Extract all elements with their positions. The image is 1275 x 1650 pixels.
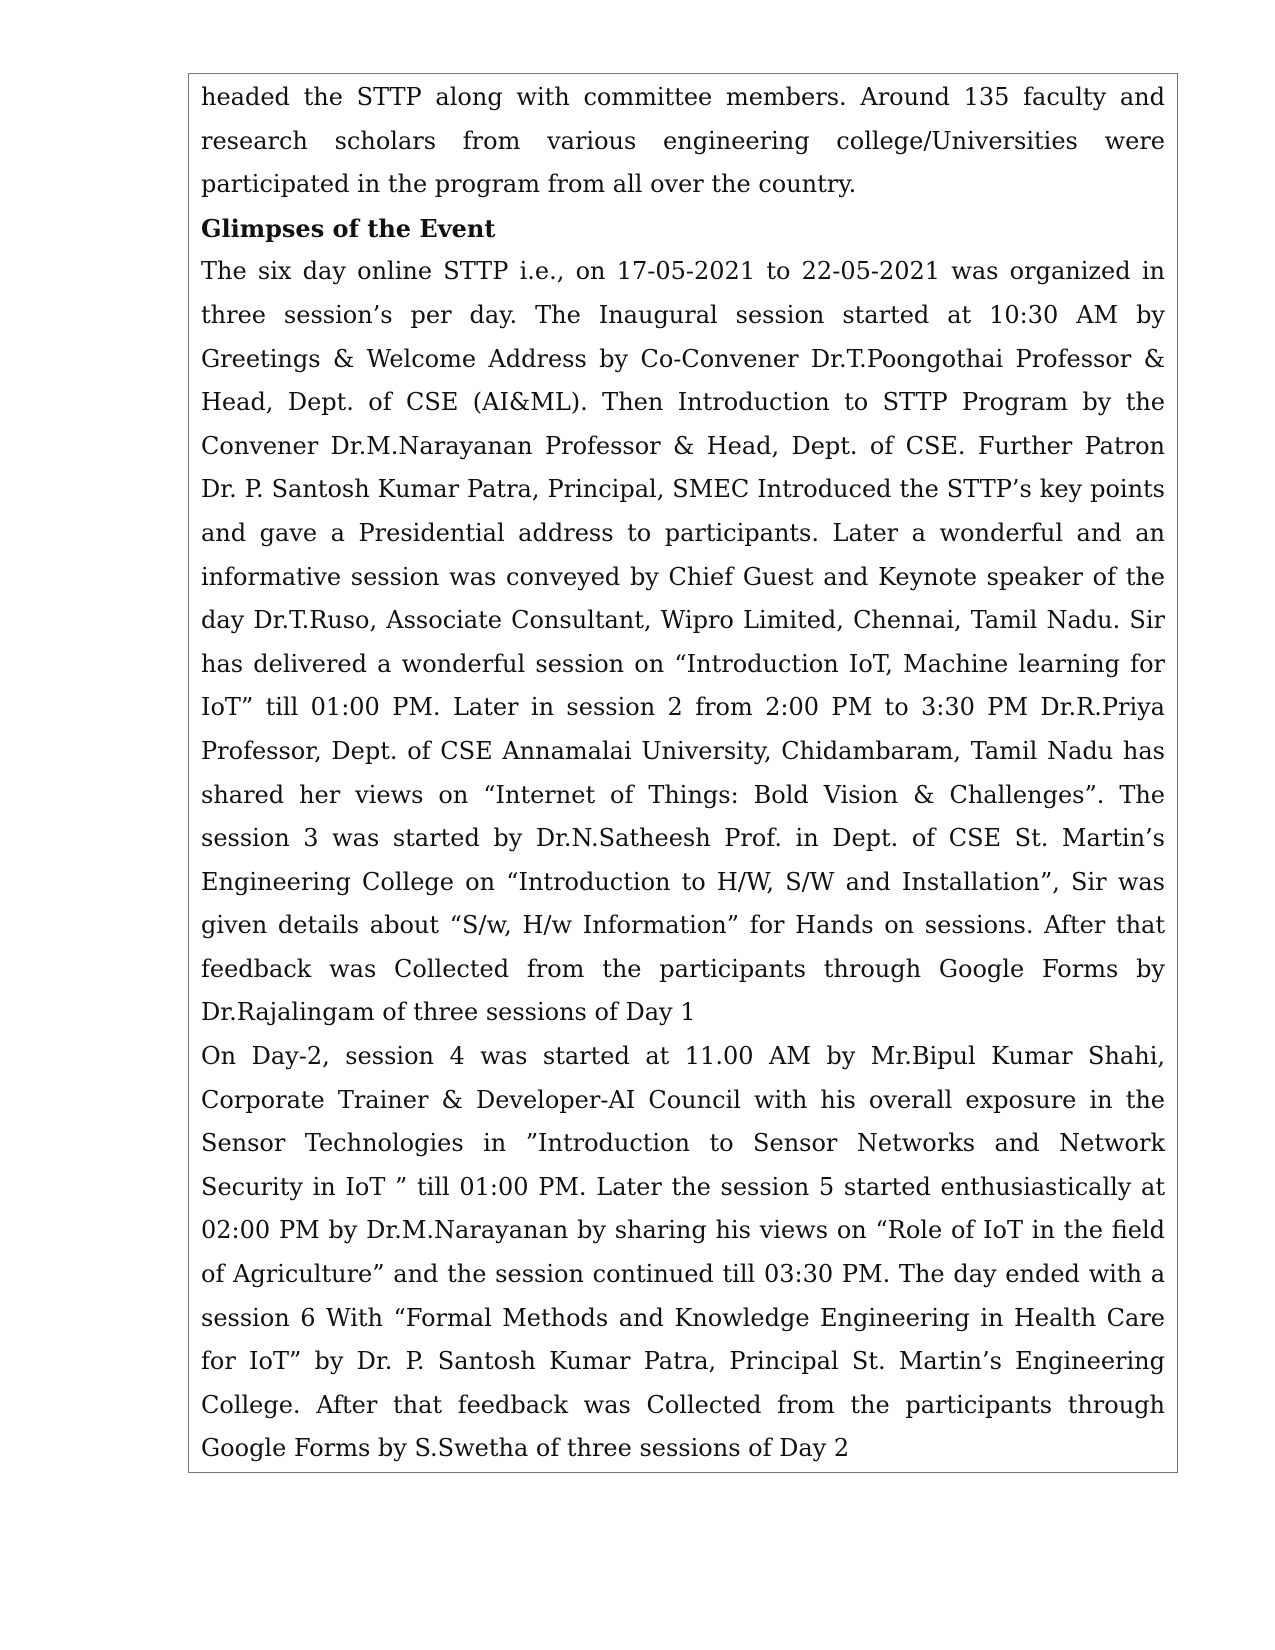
day1-paragraph: The six day online STTP i.e., on 17-05-2021 to 22-05-2021 was organized in three session’s per day. The Inaugural session started at 10:30 AM by Greetings & Welcome Address by Co-Convener Dr.T.Poongothai Professor & Head, Dept. of CSE (AI&ML). Then Introduction to STTP Program by the Convener Dr.M.Narayanan Professor & Head, Dept. of CSE. Further Patron Dr. P. Santosh Kumar Patra, Principal, SMEC Introduced the STTP’s key points and gave a Presidential address to participants. Later a wonderful and an informative session was conveyed by Chief Guest and Keynote speaker of the day Dr.T.Ruso, Associate Consultant, Wipro Limited, Chennai, Tamil Nadu. Sir has delivered a wonderful session on “Introduction IoT, Machine learning for IoT” till 01:00 PM. Later in session 2 from 2:00 PM to 3:30 PM Dr.R.Priya Professor, Dept. of CSE Annamalai University, Chidambaram, Tamil Nadu has shared her views on “Internet of Things: Bold Vision & Challenges”. The session 3 was started by Dr.N.Satheesh Prof. in Dept. of CSE St. Martin’s Engineering College on “Introduction to H/W, S/W and Installation”, Sir was given details about “S/w, H/w Information” for Hands on sessions. After that feedback was Collected from the participants through Google Forms by Dr.Rajalingam of three sessions of Day 1 bbox=[201, 257, 1165, 1027]
report-content-box bbox=[188, 73, 1178, 1473]
glimpses-heading: Glimpses of the Event bbox=[201, 213, 496, 243]
day2-paragraph: On Day-2, session 4 was started at 11.00 AM by Mr.Bipul Kumar Shahi, Corporate Trainer & Developer-AI Council with his overall exposure in the Sensor Technologies in ”Introduction to Sensor Networks and Network Security in IoT ” till 01:00 PM. Later the session 5 started enthusiastically at 02:00 PM by Dr.M.Narayanan by sharing his views on “Role of IoT in the field of Agriculture” and the session continued till 03:30 PM. The day ended with a session 6 With “Formal Methods and Knowledge Engineering in Health Care for IoT” by Dr. P. Santosh Kumar Patra, Principal St. Martin’s Engineering College. After that feedback was Collected from the participants through Google Forms by S.Swetha of three sessions of Day 2 bbox=[201, 1042, 1165, 1463]
intro-continuation-paragraph: headed the STTP along with committee members. Around 135 faculty and research scholars from various engineering college/Universities were participated in the program from all over the country. bbox=[201, 83, 1165, 199]
